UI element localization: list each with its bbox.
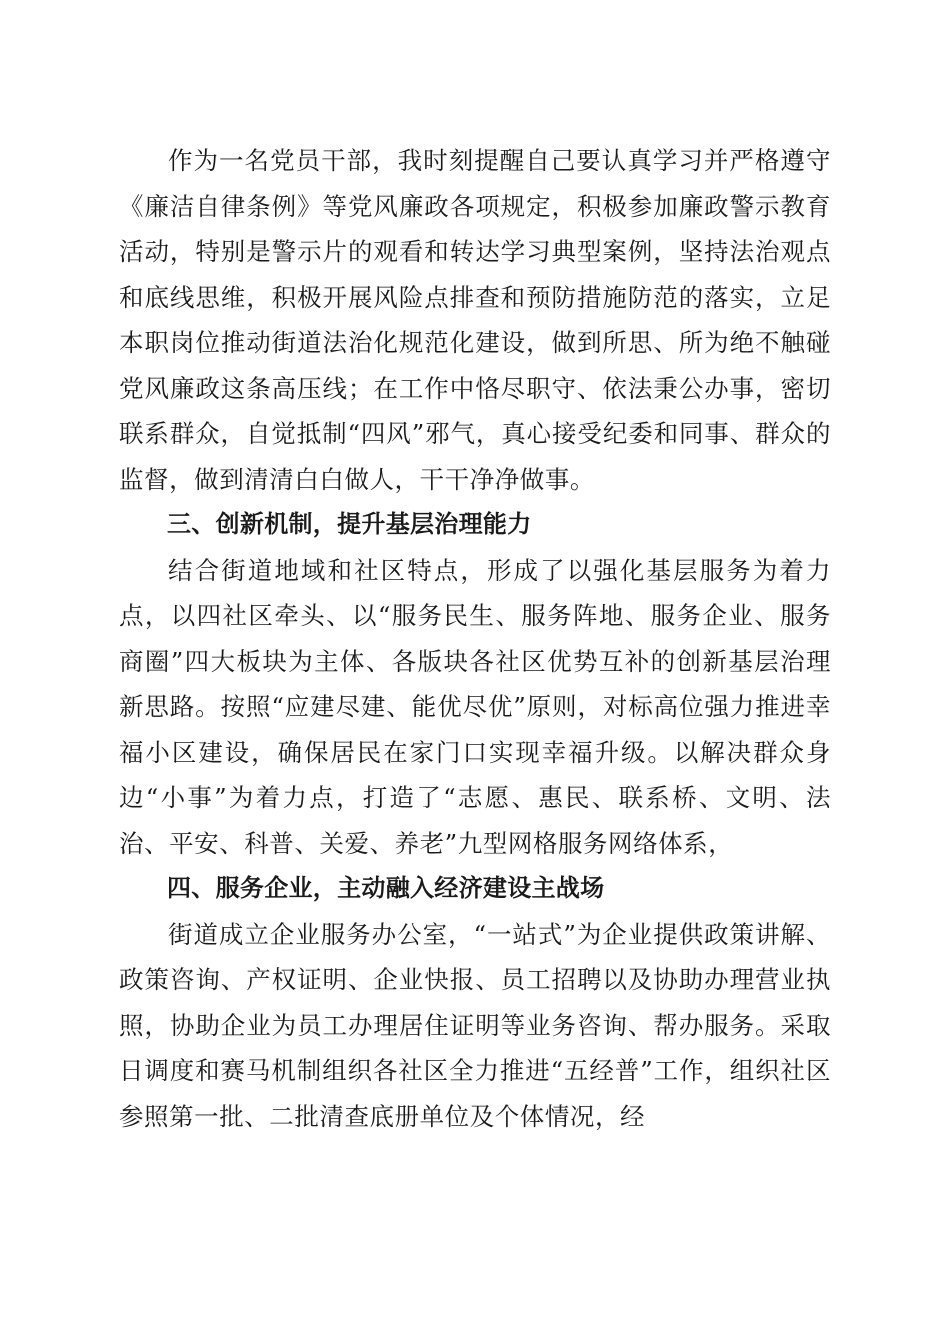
paragraph-enterprise-service: 街道成立企业服务办公室，“一站式”为企业提供政策讲解、政策咨询、产权证明、企业快报、员工招聘以及协助办理营业执照，协助企业为员工办理居住证明等业务咨询、帮办服务。采取日调度和赛马机制组织各社区全力推进“五经普”工作，组织社区参照第一批、二批清查底册单位及个体情况，经 <box>119 919 831 1131</box>
paragraph-grassroots-governance: 结合街道地域和社区特点，形成了以强化基层服务为着力点，以四社区牵头、以“服务民生、服务阵地、服务企业、服务商圈”四大板块为主体、各版块各社区优势互补的创新基层治理新思路。按照“应建尽建、能优尽优”原则，对标高位强力推进幸福小区建设，确保居民在家门口实现幸福升级。以解决群众身边“小事”为着力点，打造了“志愿、惠民、联系桥、文明、法治、平安、科普、关爱、养老”九型网格服务网络体系， <box>119 555 831 858</box>
paragraph-integrity: 作为一名党员干部，我时刻提醒自己要认真学习并严格遵守《廉洁自律条例》等党风廉政各项规定，积极参加廉政警示教育活动，特别是警示片的观看和转达学习典型案例，坚持法治观点和底线思维，积极开展风险点排查和预防措施防范的落实，立足本职岗位推动街道法治化规范化建设，做到所思、所为绝不触碰党风廉政这条高压线；在工作中恪尽职守、依法秉公办事，密切联系群众，自觉抵制“四风”邪气，真心接受纪委和同事、群众的监督，做到清清白白做人，干干净净做事。 <box>119 146 831 494</box>
document-body <box>119 138 831 1139</box>
section-heading-innovation: 三、创新机制，提升基层治理能力 <box>167 510 532 538</box>
section-heading-enterprise-service: 四、服务企业，主动融入经济建设主战场 <box>167 874 605 902</box>
